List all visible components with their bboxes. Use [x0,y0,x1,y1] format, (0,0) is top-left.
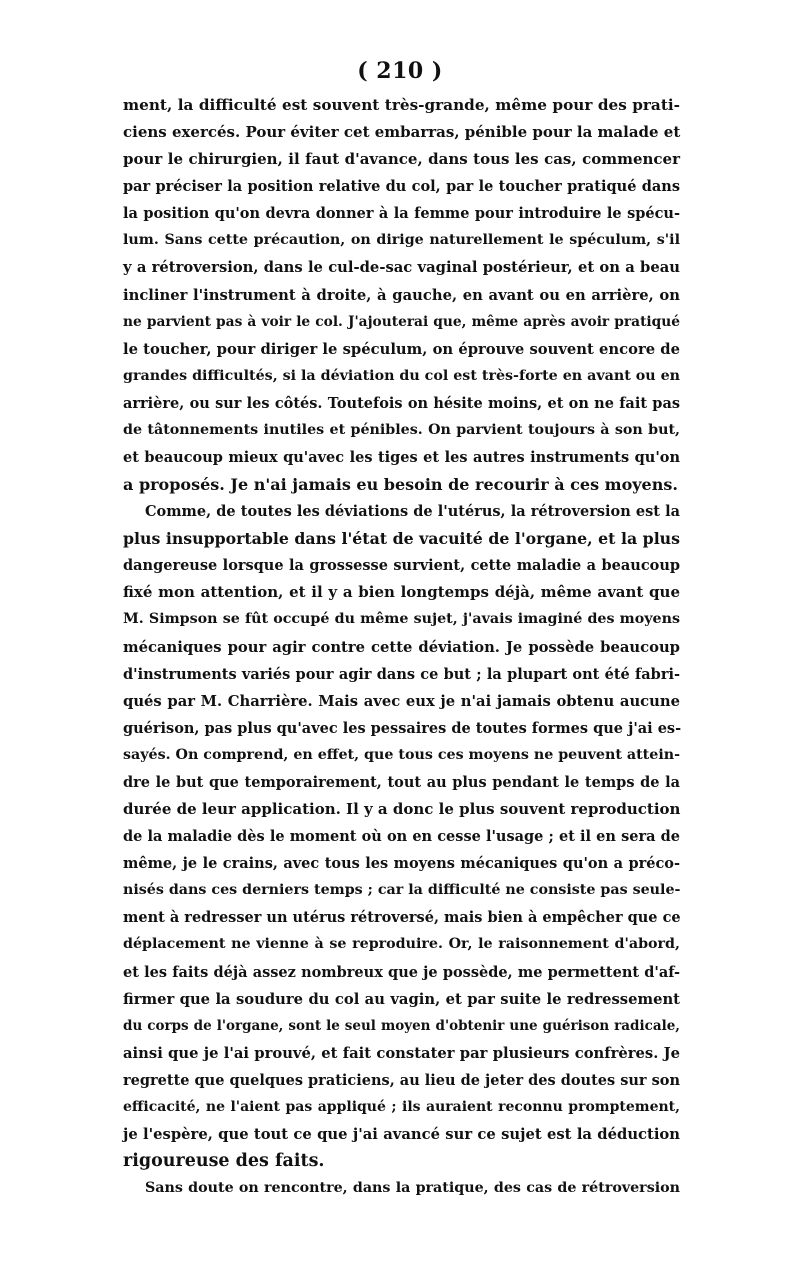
text-line: le toucher, pour diriger le spéculum, on éprouve souvent encore de [123,340,680,358]
text-line: plus insupportable dans l'état de vacuité de l'organe, et la plus [123,529,680,549]
text-line: et beaucoup mieux qu'avec les tiges et les autres instruments qu'on [123,449,680,467]
text-line: dangereuse lorsque la grossesse survient, cette maladie a beaucoup [123,557,680,575]
text-line: durée de leur application. Il y a donc le plus souvent reproduction [123,800,681,819]
text-line: firmer que la soudure du col au vagin, et par suite le redressement [123,990,680,1008]
text-line: lum. Sans cette précaution, on dirige naturellement le spéculum, s'il [123,232,680,249]
text-line: qués par M. Charrière. Mais avec eux je n'ai jamais obtenu aucune [123,692,680,710]
text-line: dre le but que temporairement, tout au plus pendant le temps de la [123,773,680,791]
text-line: même, je le crains, avec tous les moyens mécaniques qu'on a préco- [123,855,680,873]
text-line: ainsi que je l'ai prouvé, et fait constater par plusieurs confrères. Je [123,1044,680,1062]
text-line: arrière, ou sur les côtés. Toutefois on hésite moins, et on ne fait pas [123,394,680,412]
text-line: déplacement ne vienne à se reproduire. Or, le raisonnement d'abord, [123,936,680,953]
text-line: et les faits déjà assez nombreux que je possède, me permettent d'af- [123,963,680,981]
text-line: fixé mon attention, et il y a bien longtemps déjà, même avant que [123,583,680,602]
text-line: Sans doute on rencontre, dans la pratique, des cas de rétroversion [145,1180,680,1197]
text-line: je l'espère, que tout ce que j'ai avancé sur ce sujet est la déduction [123,1125,680,1143]
text-line: ment, la difficulté est souvent très-grande, même pour des prati- [123,96,680,114]
text-line: efficacité, ne l'aient pas appliqué ; ils auraient reconnu promptement, [123,1098,680,1115]
text-line: du corps de l'organe, sont le seul moyen d'obtenir une guérison radicale, [123,1017,680,1034]
text-line: rigoureuse des faits. [123,1151,325,1172]
text-line: a proposés. Je n'ai jamais eu besoin de recourir à ces moyens. [123,475,678,495]
text-line: guérison, pas plus qu'avec les pessaires de toutes formes que j'ai es- [123,719,682,737]
text-line: mécaniques pour agir contre cette déviation. Je possède beaucoup [123,638,680,656]
text-line: nisés dans ces derniers temps ; car la difficulté ne consiste pas seule- [123,882,681,899]
text-line: de la maladie dès le moment où on en cesse l'usage ; et il en sera de [123,828,680,846]
text-line: y a rétroversion, dans le cul-de-sac vaginal postérieur, et on a beau [123,259,680,277]
text-line: incliner l'instrument à droite, à gauche, en avant ou en arrière, on [123,286,680,304]
text-line: pour le chirurgien, il faut d'avance, dans tous les cas, commencer [123,150,680,169]
page-number: ( 210 ) [357,58,443,84]
text-line: d'instruments variés pour agir dans ce but ; la plupart ont été fabri- [123,665,680,683]
text-line: regrette que quelques praticiens, au lieu de jeter des doutes sur son [123,1071,680,1089]
body-text [123,92,680,1202]
text-line: Comme, de toutes les déviations de l'utérus, la rétroversion est la [145,503,680,521]
text-line: grandes difficultés, si la déviation du col est très-forte en avant ou en [123,367,681,384]
text-line: la position qu'on devra donner à la femme pour introduire le spécu- [123,205,680,223]
text-line: ciens exercés. Pour éviter cet embarras, pénible pour la malade et [123,123,681,142]
text-line: sayés. On comprend, en effet, que tous ces moyens ne peuvent attein- [123,746,681,763]
text-line: ne parvient pas à voir le col. J'ajouterai que, même après avoir pratiqué [123,313,680,330]
text-line: M. Simpson se fût occupé du même sujet, j'avais imaginé des moyens [123,611,680,628]
text-line: de tâtonnements inutiles et pénibles. On parvient toujours à son but, [123,421,680,438]
text-line: par préciser la position relative du col, par le toucher pratiqué dans [123,178,680,196]
text-line: ment à redresser un utérus rétroversé, mais bien à empêcher que ce [123,909,681,927]
